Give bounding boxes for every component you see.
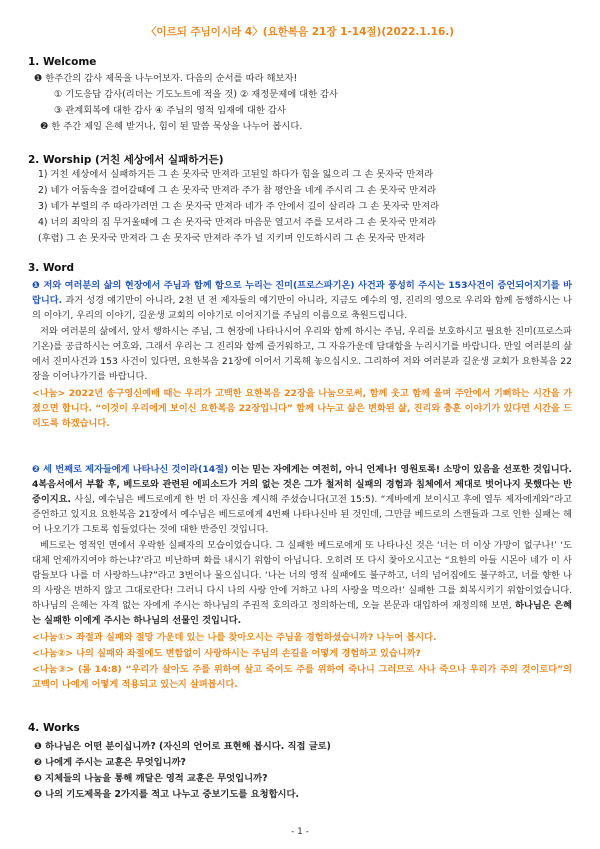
word-paragraph-2: 저와 여러분의 삶에서, 앞서 행하시는 주님, 그 현장에 나타나시어 우리와 함께 하시는 주님, 우리를 보호하시고 필요한 진미(프로스파기온)를 공급하시는 여호와, 그래서 우리는 그 진리와 함께 즐거워하고, 그 자유가운데 담대함을 누리시기를 바랍니다. 만일 여러분의 삶에서 진미사건과 153 사건이 있다면, 요한복음 21장에 이어서 기록해 놓으십시오. 그리하여 저와 여러분과 길운생 교회가 요한복음 22장을 이어나가기를 바랍니다.: [32, 326, 572, 382]
word-p4-bold: 하나님은 은혜는 실패한 이에게 주시는 하나님의 선물인 것입니다.: [32, 600, 573, 626]
document-title: 〈이르되 주님이시라 4〉(요한복음 21장 1-14절)(2022.1.16.): [145, 26, 455, 38]
worship-line-2: 2) 네가 어둠속을 걸어갈때에 그 손 못자국 만져라 주가 참 평안을 네게 주시리 그 손 못자국 만져라: [38, 185, 437, 196]
word-p3-body: 사실, 예수님은 베드로에게 한 번 더 자신을 계시해 주셨습니다(고전 15:5). “게바에게 보이시고 후에 열두 제자에게와”라고 증언하고 있지요 요한복음 21장에서 예수님은 베드로에게 4번째 나타나신바 된 것인데, 그만큼 베드로의 스캔들과 그로 인한 실패는 헤어 나오기가 그토록 힘들었다는 것에 대한 반증인 것입니다.: [32, 494, 572, 535]
welcome-line-2: ① 기도응답 감사(리더는 기도노트에 적을 것) ② 재정문제에 대한 감사: [54, 89, 339, 100]
word-share-2: <나눔②> 나의 실패와 좌절에도 변함없이 사랑하시는 주님의 손길을 어떻게 경험하고 있습니까?: [32, 648, 421, 659]
welcome-line-3: ③ 관계회복에 대한 감사 ④ 주님의 영적 임재에 대한 감사: [54, 105, 286, 116]
works-item-3: ❸ 지체들의 나눔을 통해 깨달은 영적 교훈은 무엇입니까?: [34, 773, 268, 784]
page-number: - 1 -: [291, 827, 309, 837]
word-share-3: <나눔③> (롬 14:8) “우리가 살아도 주를 위하여 살고 죽어도 주를 위하여 죽나니 그러므로 사나 죽으나 우리가 주의 것이로다”의 고백이 나에게 어떻게 적용되고 있는지 살펴봅시다.: [32, 664, 572, 690]
works-heading: 4. Works: [28, 722, 80, 734]
word-paragraph-3: [32, 462, 572, 537]
word-p1-body: 과거 성경 얘기만이 아니라, 2천 년 전 제자들의 얘기만이 아니라, 지금도 예수의 영, 진리의 영으로 우리와 함께 동행하시는 나의 이야기, 우리의 이야기, 길운생 교회의 이야기로 이어지기를 주님의 이름으로 축원드립니다.: [32, 295, 572, 321]
word-p4-body: 베드로는 영적인 면에서 우락한 실패자의 모습이었습니다. 그 실패한 베드로에게 또 나타나신 것은 ‘너는 더 이상 가망이 없구나!’ ‘도대체 언제까지여야 하는냐?’라고 비난하며 화를 내시기 위함이 아닙니다. 오히려 또 다시 찾아오시고는 “요한의 아들 시몬아 네가 이 사람들보다 나를 더 사랑하느냐?”라고 3번이나 물으십니다. ‘나는 너의 영적 실패에도 불구하고, 너의 넘어짐에도 불구하고, 너를 향한 나의 사랑은 변하지 않고 그대로란다! 그러니 다시 나의 사랑 안에 거하고 나의 사랑을 먹으라!’ 실패한 그를 회복시키기 위함이었습니다. 하나님의 은혜는 자격 없는 자에게 주시는 하나님의 주권적 호의라고 정의하는데, 오늘 본문과 대입하여 재정의해 보면,: [32, 540, 572, 611]
worship-chorus: (후렴) 그 손 못자국 만져라 그 손 못자국 만져라 주가 널 지키며 인도하시리 그 손 못자국 만져라: [38, 233, 425, 244]
word-p3-bold: 이는 믿는 자에게는 여전히, 아니 언제나! 영원토록! 소망이 있음을 선포한 것입니다. 4복음서에서 부활 후, 베드로와 관련된 에피소드가 거의 없는 것은 그가 철저히 실패의 경험과 침체에서 제대로 벗어나지 못했다는 반증이지요.: [32, 464, 572, 505]
worship-heading: 2. Worship (거친 세상에서 실패하거든): [28, 154, 224, 166]
word-heading: 3. Word: [28, 262, 75, 274]
worship-line-3: 3) 네가 부렬의 주 따라가려면 그 손 못자국 만져라 네가 주 안에서 길이 살리라 그 손 못자국 만져라: [38, 201, 440, 212]
worship-line-4: 4) 너의 죄악의 짐 무거울때에 그 손 못자국 만져라 마음문 열고서 주를 모셔라 그 손 못자국 만져라: [38, 217, 437, 228]
works-item-1: ❶ 하나님은 어떤 분이십니까? (자신의 언어로 표현해 봅시다. 직접 글로): [34, 741, 331, 752]
word-p1-highlight: ❶ 저와 여러분의 삶의 현장에서 주님과 함께 함으로 누리는 진미(프로스파기온) 사건과 풍성히 주시는 153사건이 증언되어지기를 바랍니다.: [32, 280, 572, 306]
works-item-4: ❹ 나의 기도제목을 2가지를 적고 나누고 중보기도를 요청합시다.: [34, 789, 300, 800]
welcome-heading: 1. Welcome: [28, 56, 97, 68]
word-share-1: <나눔①> 좌절과 실패와 절망 가운데 있는 나를 찾아오시는 주님을 경험하셨습니까? 나누어 봅시다.: [32, 632, 437, 643]
worship-line-1: 1) 거친 세상에서 실패하거든 그 손 못자국 만져라 고된일 하다가 힘을 잃으리 그 손 못자국 만져라: [38, 169, 434, 180]
word-share-intro: <나눔> 2022년 송구영신예배 때는 우리가 고백한 요한복음 22장을 나눔으로써, 함께 웃고 함께 울며 주안에서 기뻐하는 시간을 가졌으면 합니다. “이것이 우리에게 보이신 요한복음 22장입니다” 함께 나누고 삶은 변화된 삶, 진리와 충훈 이야기가 있다면 시간을 드리도록 하겠습니다.: [32, 388, 572, 429]
welcome-line-1: ❶ 한주간의 감사 제목을 나누어보자. 다음의 순서를 따라 해보자!: [34, 73, 298, 84]
word-p3-highlight: ❷ 세 번째로 제자들에게 나타나신 것이라(14절): [32, 464, 229, 475]
welcome-line-4: ❷ 한 주간 제일 은혜 받거나, 힘이 된 말씀 묵상을 나누어 봅시다.: [40, 121, 303, 132]
word-paragraph-1: [32, 278, 572, 323]
works-item-2: ❷ 나에게 주시는 교훈은 무엇입니까?: [34, 757, 186, 768]
word-paragraph-4: [32, 538, 572, 628]
